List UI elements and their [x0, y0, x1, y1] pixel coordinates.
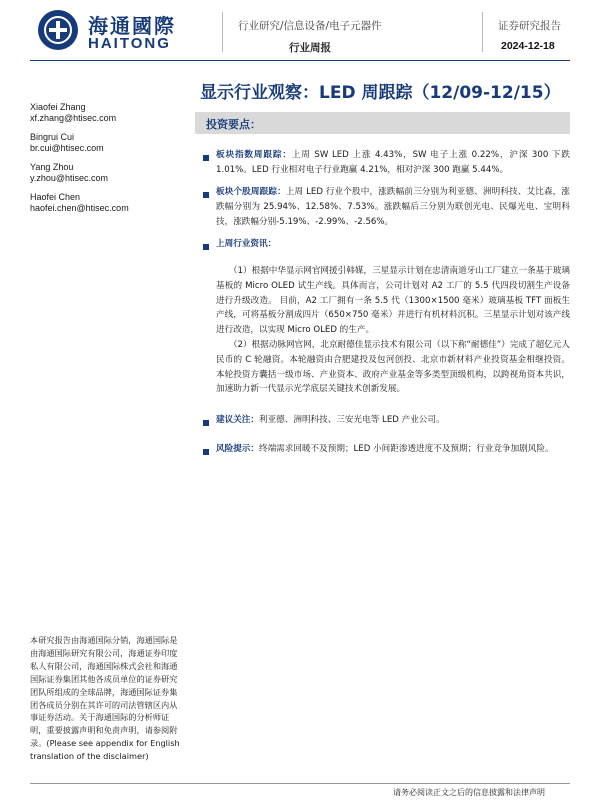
report-date: 2024-12-18 — [501, 40, 555, 52]
report-kind: 行业周报 — [289, 42, 331, 54]
point-index-weekly — [216, 148, 570, 178]
disclaimer-text: 本研究报告由海通国际分销，海通国际是由海通国际研究有限公司，海通证券印度私人有限公司，海通国际株式会社和海通国际证券集团其他各成员单位的证券研究团队所组成的全球品牌，海通国际证券集团各成员分别在其许可的司法管辖区内从事证券活动。关于海通国际的分析师证明，重要披露声明和免责声明，请参阅附录。(Please see appendix for English translation of the disclaimer) — [30, 635, 180, 762]
footer-note: 请务必阅读正文之后的信息披露和法律声明 — [393, 788, 545, 797]
author — [30, 192, 190, 214]
point-text: 终端需求回暖不及预期；LED 小间距渗透进度不及预期；行业竞争加剧风险。 — [258, 444, 554, 454]
author — [30, 102, 190, 124]
haitong-logo-icon — [38, 10, 78, 50]
point-risk — [216, 442, 570, 457]
author — [30, 162, 190, 184]
point-text: 利亚德、洲明科技、三安光电等 LED 产业公司。 — [258, 415, 445, 425]
report-type: 证券研究报告 — [498, 20, 561, 32]
point-recommendation — [216, 413, 570, 428]
bullet-icon — [203, 244, 209, 250]
news-item-1: （1）根据中华显示网官网援引韩媒，三星显示计划在忠清南道牙山工厂建立一条基于玻璃基板的 Micro OLED 试生产线。具体而言，公司计划对 A2 工厂的 5.5 代四段切割生产设备进行升级改造。 目前，A2 工厂拥有一条 5.5 代（1300×1500 毫米）玻璃基板 TFT 面板生产线，可将基板分割成四片（650×750 毫米）并进行有机材料沉积。三星显示计划对该产线进行改造，以实现 Micro OLED 的生产。 — [216, 266, 570, 336]
point-label: 板块个股周跟踪： — [216, 187, 286, 197]
logo-chinese-name: 海通國際 — [88, 14, 176, 38]
bullet-icon — [203, 192, 209, 198]
author-email[interactable]: xf.zhang@htisec.com — [30, 113, 117, 123]
header-divider — [222, 12, 223, 52]
point-text: 上周 SW LED 上涨 4.43%，SW 电子上涨 0.22%，沪深 300 下跌 1.01%。LED 行业相对电子行业跑赢 4.21%，相对沪深 300 跑赢 5.44%。 — [216, 150, 570, 175]
section-title: 投资要点： — [206, 118, 261, 131]
point-label: 风险提示： — [216, 444, 259, 454]
author — [30, 132, 190, 154]
point-label: 上周行业资讯： — [216, 239, 277, 249]
header-rule — [30, 60, 570, 61]
point-label: 板块指数周跟踪： — [216, 150, 292, 160]
news-item-2: （2）根据动脉网官网，北京耐德佳显示技术有限公司（以下称“耐德佳”）完成了超亿元人民币的 C 轮融资。本轮融资由合肥建投及包河创投、北京市新材料产业投资基金相继投资。本轮投资方囊括一级市场、产业资本、政府产业基金等多类型顶级机构，以跨视角资本共识，加速助力新一代显示光学底层关键技术创新发展。 — [216, 340, 570, 395]
author-email[interactable]: br.cui@htisec.com — [30, 143, 104, 153]
point-label: 建议关注： — [216, 415, 259, 425]
author-name: Bingrui Cui — [30, 132, 75, 142]
industry-path: 行业研究/信息设备/电子元器件 — [238, 20, 382, 32]
logo-english-name: HAITONG — [88, 35, 171, 52]
author-name: Xiaofei Zhang — [30, 102, 86, 112]
bullet-icon — [203, 449, 209, 455]
point-stock-weekly — [216, 185, 570, 229]
page-title: 显示行业观察：LED 周跟踪（12/09-12/15） — [200, 83, 561, 103]
header-divider-right — [482, 12, 483, 52]
bullet-icon — [203, 155, 209, 161]
point-news — [216, 237, 570, 252]
author-name: Yang Zhou — [30, 162, 74, 172]
author-list — [30, 102, 190, 222]
author-email[interactable]: haofei.chen@htisec.com — [30, 203, 129, 213]
author-name: Haofei Chen — [30, 192, 81, 202]
point-text: 上周 LED 行业个股中，涨跌幅前三分别为利亚德、洲明科技、艾比森，涨跌幅分别为 25.94%、12.58%、7.53%。涨跌幅后三分别为联创光电、民爆光电、宝明科技，涨跌幅分别-5.19%、-2.99%、-2.56%。 — [216, 187, 570, 227]
footer-rule — [30, 783, 570, 784]
author-email[interactable]: y.zhou@htisec.com — [30, 173, 108, 183]
bullet-icon — [203, 420, 209, 426]
